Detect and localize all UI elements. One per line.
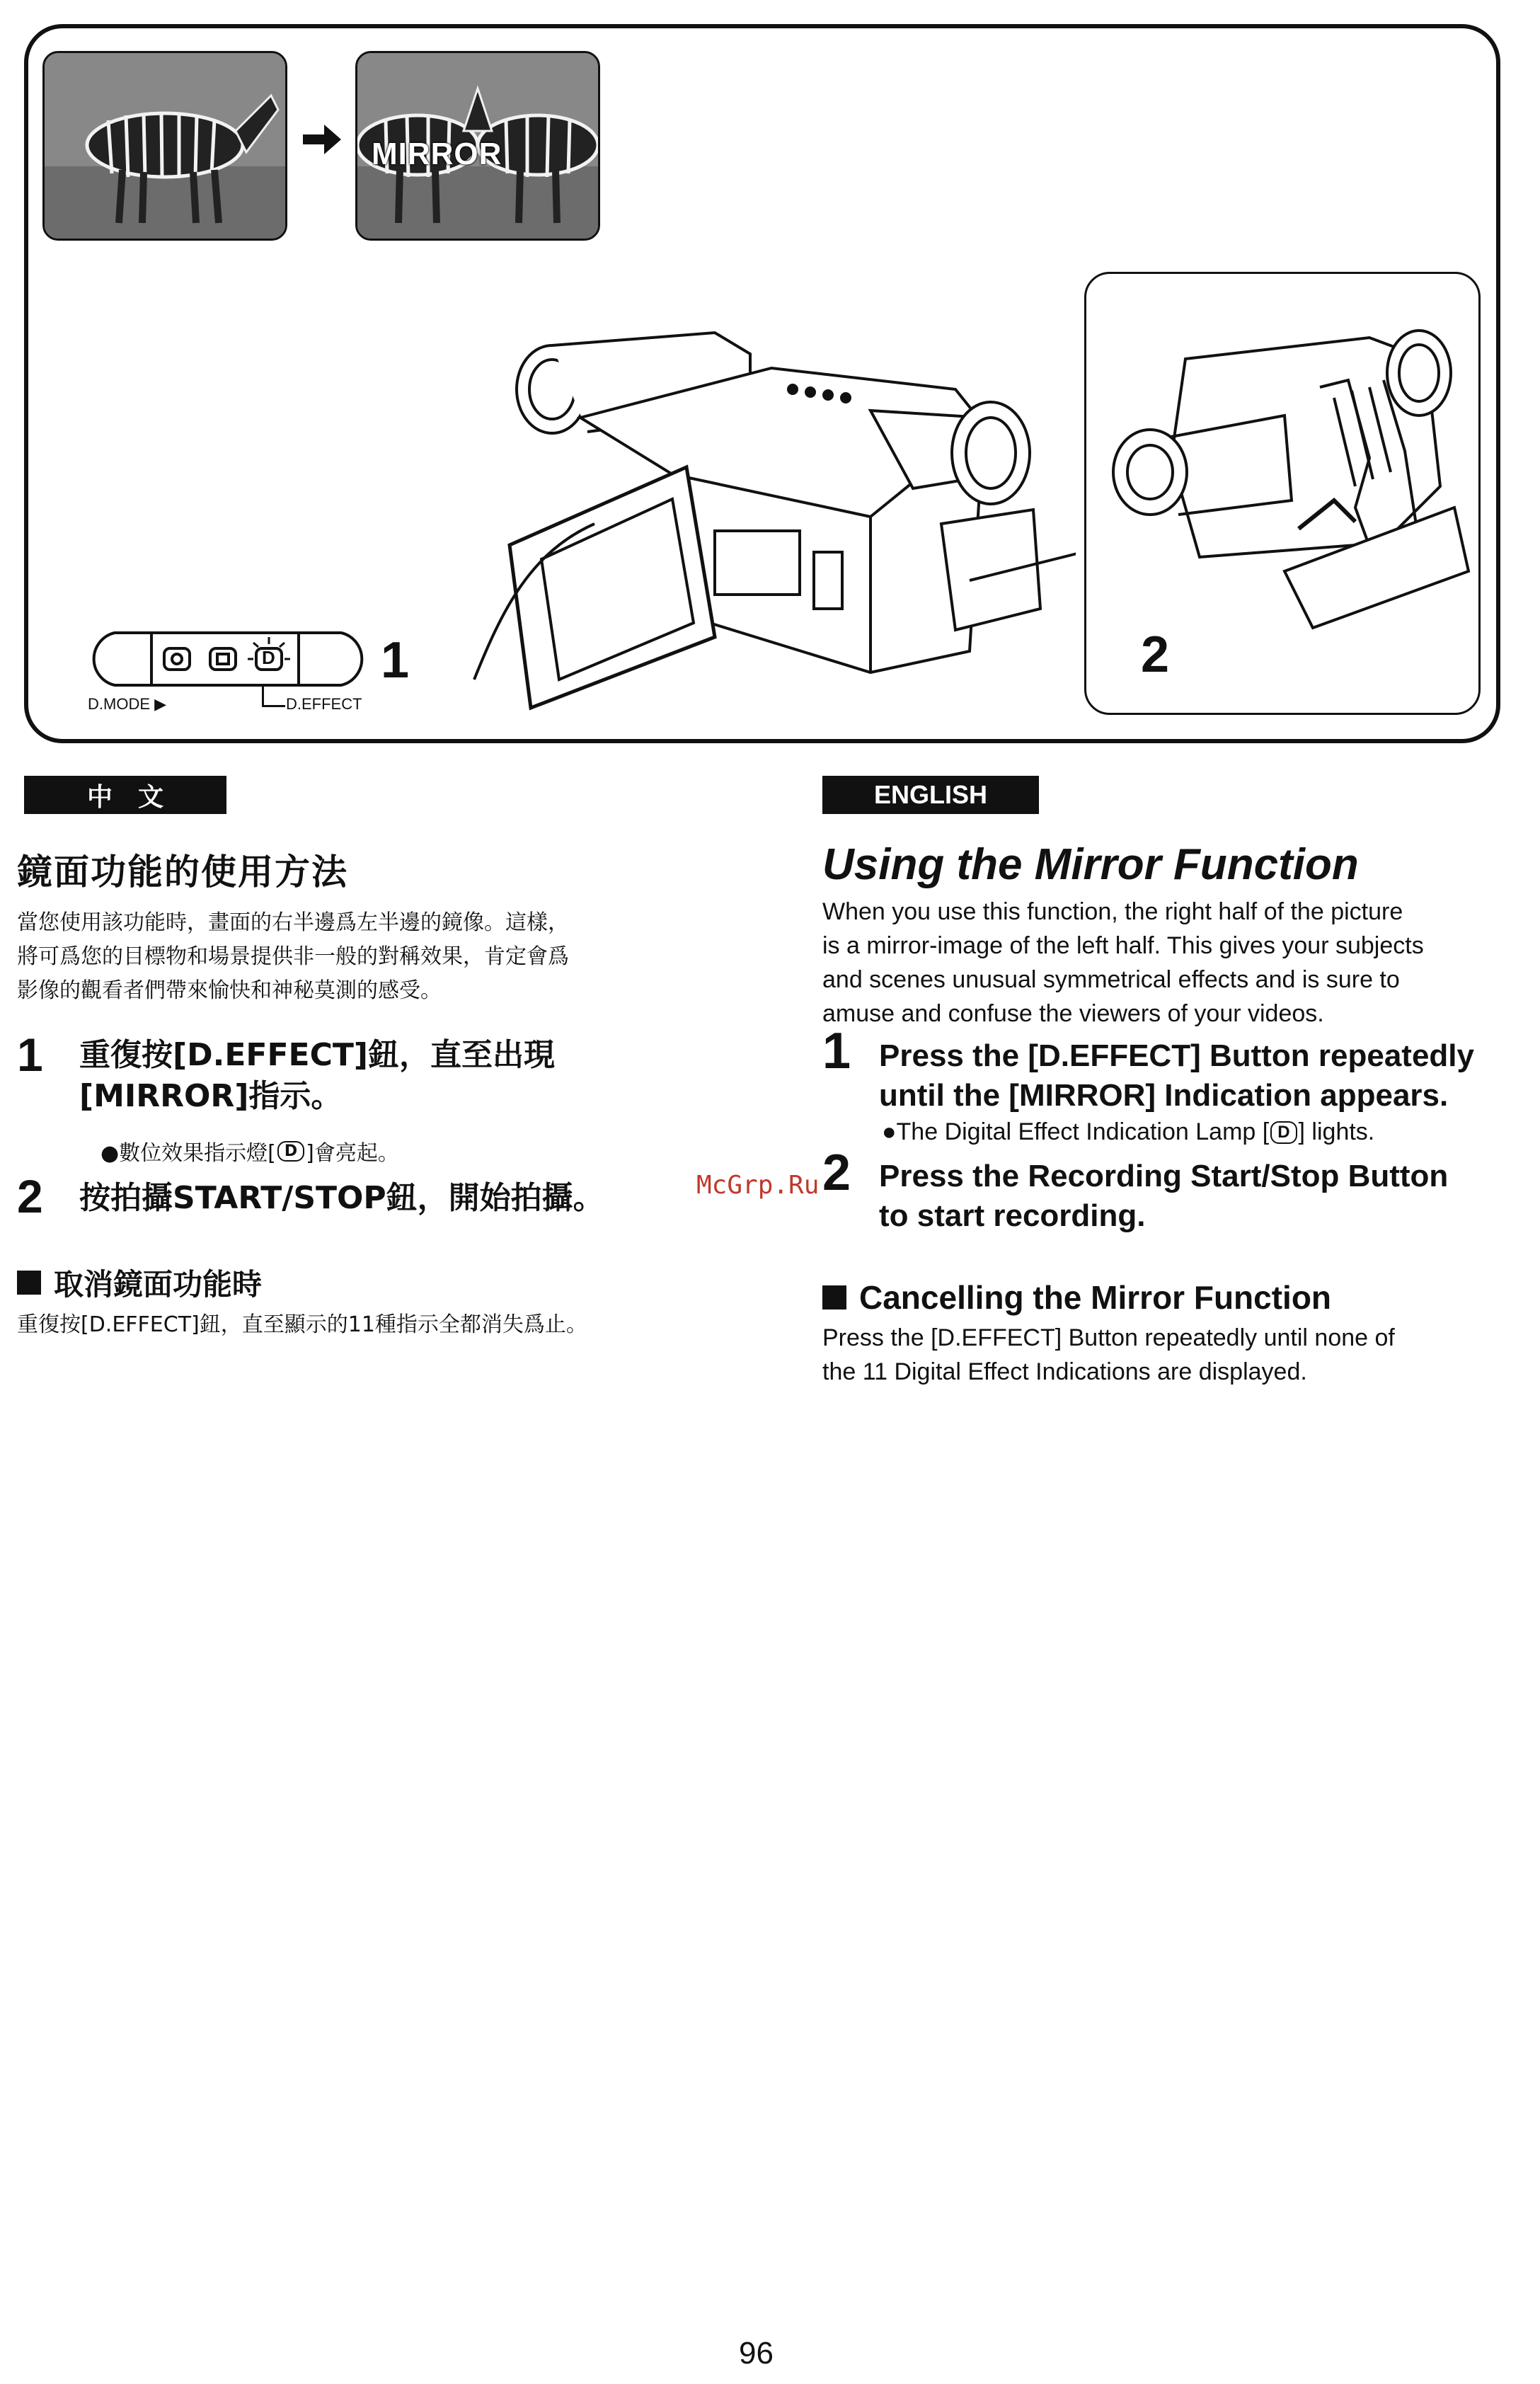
english-step-1-number: 1 bbox=[822, 1023, 851, 1079]
english-title: Using the Mirror Function bbox=[822, 840, 1359, 889]
english-intro-line-2: is a mirror-image of the left half. This gives your subjects bbox=[822, 932, 1424, 959]
chinese-step-1-text bbox=[79, 1035, 555, 1117]
english-intro-line-1: When you use this function, the right half of the picture bbox=[822, 898, 1403, 925]
figure-step-1-number: 1 bbox=[381, 632, 410, 689]
english-step-1-note bbox=[882, 1118, 1374, 1146]
english-cancel-heading bbox=[822, 1278, 1331, 1317]
chinese-section-header: 中 文 bbox=[24, 776, 226, 814]
camcorder-drawing bbox=[418, 311, 1076, 740]
english-cancel-line-1: Press the [D.EFFECT] Button repeatedly until none of bbox=[822, 1324, 1395, 1351]
dmode-switch-diagram bbox=[86, 627, 369, 694]
chinese-title: 鏡面功能的使用方法 bbox=[17, 852, 348, 893]
chinese-step-2-text: 按拍攝START/STOP鈕，開始拍攝。 bbox=[79, 1180, 604, 1216]
english-step-1-line-2: until the [MIRROR] Indication appears. bbox=[879, 1078, 1449, 1113]
chinese-intro-line-1: 當您使用該功能時，畫面的右半邊爲左半邊的鏡像。這樣， bbox=[17, 910, 569, 935]
english-step-2-number: 2 bbox=[822, 1145, 851, 1201]
mirror-indication-label: MIRROR bbox=[372, 137, 502, 171]
chinese-cancel-text: 重復按[D.EFFECT]鈕，直至顯示的11種指示全都消失爲止。 bbox=[17, 1312, 587, 1337]
chinese-step-1-line-2: [MIRROR]指示。 bbox=[79, 1078, 343, 1114]
english-intro bbox=[822, 895, 1424, 1031]
english-note-text-before: ●The Digital Effect Indication Lamp [ bbox=[882, 1118, 1270, 1145]
english-step-2-text bbox=[879, 1157, 1448, 1236]
chinese-note-text-after: ]會亮起。 bbox=[306, 1141, 399, 1166]
chinese-step-1-number: 1 bbox=[17, 1028, 43, 1081]
d-lamp-icon: D bbox=[277, 1141, 304, 1162]
page-number: 96 bbox=[739, 2336, 774, 2371]
chinese-cancel-heading-text: 取消鏡面功能時 bbox=[54, 1267, 263, 1302]
english-step-1-text bbox=[879, 1036, 1474, 1116]
d-lamp-icon: D bbox=[1270, 1121, 1297, 1144]
chinese-note-text-before: ●數位效果指示燈[ bbox=[100, 1141, 276, 1166]
english-cancel-line-2: the 11 Digital Effect Indications are displayed. bbox=[822, 1358, 1307, 1385]
zebra-picture bbox=[45, 53, 285, 239]
arrow-right-icon bbox=[303, 122, 343, 161]
deffect-label: D.EFFECT bbox=[286, 695, 362, 713]
watermark: McGrp.Ru bbox=[696, 1171, 820, 1200]
chinese-step-1-note bbox=[100, 1135, 399, 1167]
mirror-picture-thumbnail bbox=[355, 51, 600, 241]
english-intro-line-3: and scenes unusual symmetrical effects and is sure to bbox=[822, 966, 1400, 993]
english-step-1-line-1: Press the [D.EFFECT] Button repeatedly bbox=[879, 1038, 1475, 1073]
english-step-2-line-1: Press the Recording Start/Stop Button bbox=[879, 1159, 1449, 1193]
english-section-header: ENGLISH bbox=[822, 776, 1039, 814]
english-cancel-heading-text: Cancelling the Mirror Function bbox=[859, 1279, 1332, 1316]
figure-step-2-number: 2 bbox=[1141, 626, 1170, 683]
chinese-intro-line-3: 影像的觀看者們帶來愉快和神秘莫測的感受。 bbox=[17, 978, 442, 1003]
deffect-leader-line bbox=[262, 687, 285, 707]
chinese-cancel-heading bbox=[17, 1261, 262, 1304]
english-cancel-text bbox=[822, 1321, 1395, 1389]
chinese-step-1-line-1: 重復按[D.EFFECT]鈕，直至出現 bbox=[79, 1037, 555, 1073]
chinese-intro bbox=[17, 906, 569, 1008]
square-bullet-icon bbox=[822, 1285, 846, 1310]
chinese-intro-line-2: 將可爲您的目標物和場景提供非一般的對稱效果，肯定會爲 bbox=[17, 944, 569, 969]
square-bullet-icon bbox=[17, 1271, 41, 1295]
english-note-text-after: ] lights. bbox=[1298, 1118, 1375, 1145]
english-intro-line-4: amuse and confuse the viewers of your videos. bbox=[822, 1000, 1324, 1027]
dmode-label: D.MODE ▶ bbox=[88, 695, 167, 713]
normal-picture-thumbnail bbox=[42, 51, 287, 241]
chinese-step-2-number: 2 bbox=[17, 1170, 43, 1222]
english-step-2-line-2: to start recording. bbox=[879, 1198, 1146, 1233]
d-key-icon: D bbox=[262, 647, 275, 668]
